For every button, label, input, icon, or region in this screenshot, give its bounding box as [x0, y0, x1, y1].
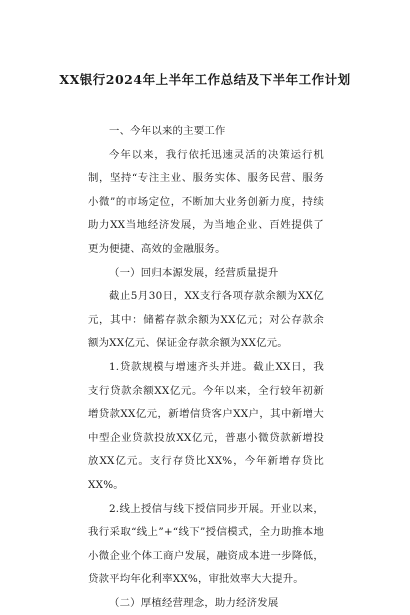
subsection-heading: （二）厚植经营理念，助力经济发展 [109, 596, 279, 609]
loan-paragraph: 1.贷款规模与增速齐头并进。截止XX日，我支行贷款余额XX亿元。今年以来，全行较年初新增贷款XX亿元，新增信贷客户XX户，其中新增大中型企业贷款投放XX亿元，普惠小微贷款新增投放XX亿元。支行存贷比XX%，今年新增存贷比XX%。 [88, 360, 324, 491]
subsection-heading: （一）回归本源发展，经营质量提升 [109, 266, 279, 279]
intro-paragraph: 今年以来，我行依托迅速灵活的决策运行机制，坚持“专注主业、服务实体、服务民营、服务小微”的市场定位，不断加大业务创新力度，持续助力XX当地经济发展，为当地企业、百姓提供了更为便捷、高效的金融服务。 [88, 148, 324, 255]
deposit-paragraph: 截止5月30日，XX支行各项存款余额为XX亿元，其中：储蓄存款余额为XX亿元；对公存款余额为XX亿元、保证金存款余额为XX亿元。 [88, 290, 324, 350]
section-heading: 一、今年以来的主要工作 [109, 125, 226, 137]
document-title: XX银行2024年上半年工作总结及下半年工作计划 [59, 72, 351, 87]
document-body [88, 120, 324, 615]
credit-paragraph: 2.线上授信与线下授信同步开展。开业以来，我行采取“线上”+“线下”授信模式，全力助推本地小微企业个体工商户发展，融资成本进一步降低，贷款平均年化利率XX%，审批效率大大提升。 [88, 502, 324, 586]
